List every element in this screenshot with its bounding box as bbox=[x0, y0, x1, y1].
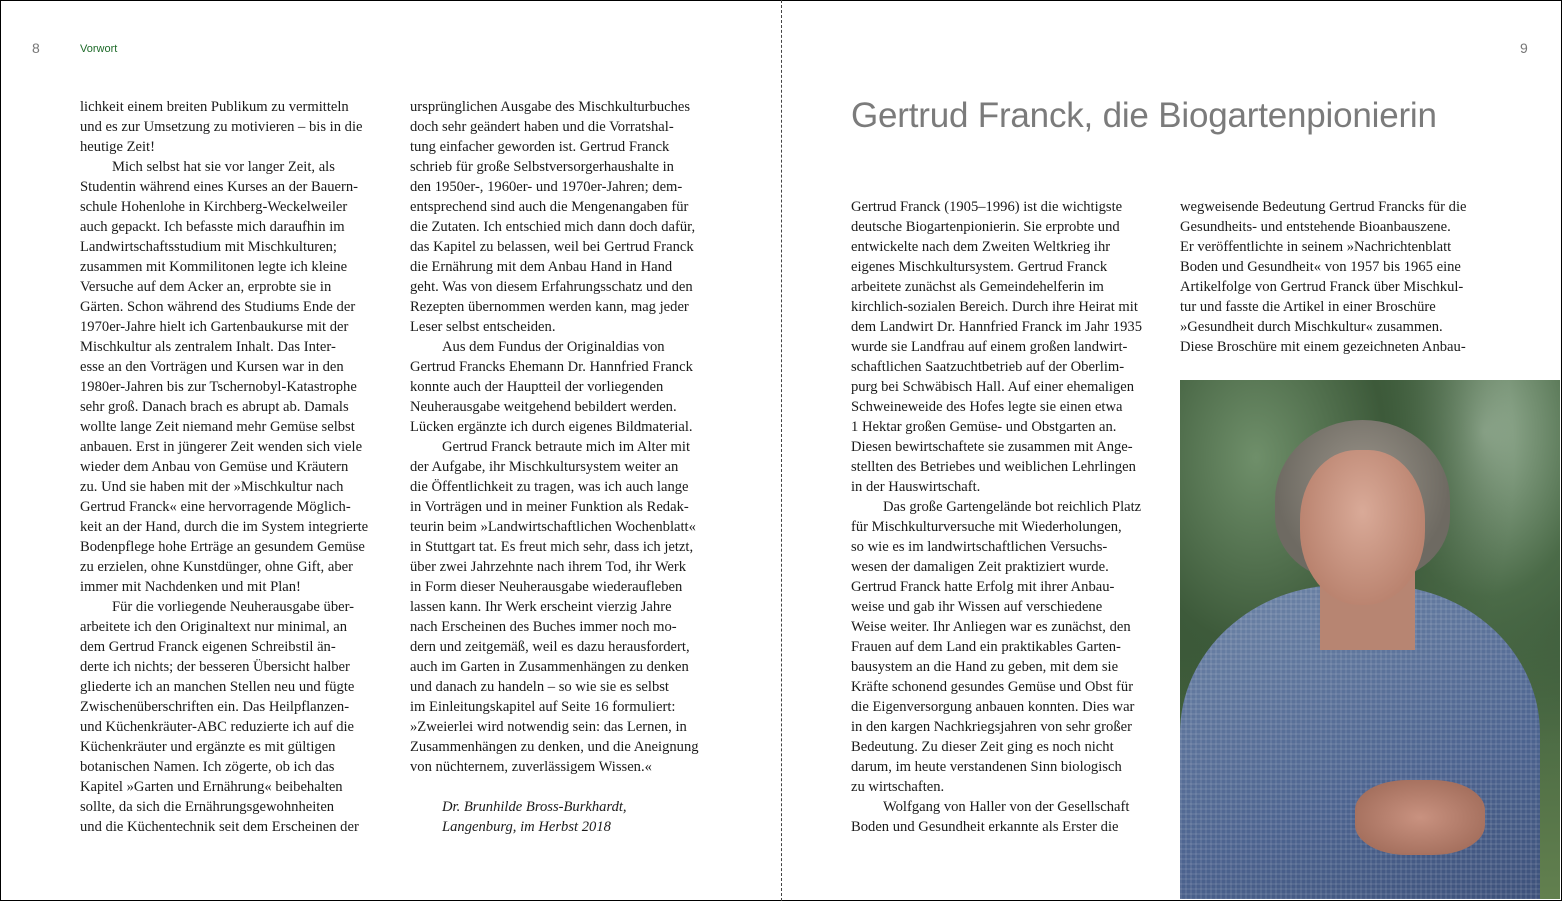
page-number-left: 8 bbox=[32, 40, 40, 56]
text-line: derte ich nichts; der besseren Übersicht halber bbox=[80, 659, 350, 675]
text-line: so wie es im landwirtschaftlichen Versuchs- bbox=[851, 539, 1108, 555]
text-line: Küchenkräuter und ergänzte es mit gültigen bbox=[80, 739, 336, 755]
text-line: Boden und Gesundheit erkannte als Erster die bbox=[851, 819, 1119, 835]
text-line: zu wirtschaften. bbox=[851, 779, 945, 795]
signature-line: Dr. Brunhilde Bross-Burkhardt, bbox=[442, 799, 627, 815]
text-column bbox=[851, 197, 1171, 837]
text-line: wieder dem Anbau von Gemüse und Kräutern bbox=[80, 459, 349, 475]
text-line: Diese Broschüre mit einem gezeichneten Anbau- bbox=[1180, 339, 1466, 355]
text-line: tung einfacher geworden ist. Gertrud Franck bbox=[410, 139, 670, 155]
text-line: wesen der damaligen Zeit praktiziert wurde. bbox=[851, 559, 1109, 575]
text-line: in Stuttgart tat. Es freut mich sehr, dass ich jetzt, bbox=[410, 539, 694, 555]
text-column bbox=[410, 97, 730, 777]
photo-hands bbox=[1355, 780, 1485, 855]
text-line: »Zweierlei wird notwendig sein: das Lernen, in bbox=[410, 719, 687, 735]
text-line: Leser selbst entscheiden. bbox=[410, 319, 556, 335]
text-line: und Küchenkräuter-ABC reduzierte ich auf die bbox=[80, 719, 355, 735]
text-line: arbeitete zunächst als Gemeindehelferin im bbox=[851, 279, 1104, 295]
text-line: kirchlich-sozialen Bereich. Durch ihre Heirat mit bbox=[851, 299, 1138, 315]
text-line: Neuherausgabe weitgehend bebildert werden. bbox=[410, 399, 677, 415]
text-column bbox=[80, 97, 400, 837]
text-line: Zwischenüberschriften ein. Das Heilpflanzen- bbox=[80, 699, 350, 715]
text-line: Gertrud Franck (1905–1996) ist die wichtigste bbox=[851, 199, 1123, 215]
text-line: schrieb für große Selbstversorgerhaushalte in bbox=[410, 159, 674, 175]
text-line: Bodenpflege hohe Erträge an gesundem Gemüse bbox=[80, 539, 365, 555]
text-line: nach Erscheinen des Buches immer noch mo- bbox=[410, 619, 677, 635]
text-line: doch sehr geändert haben und die Vorratshal- bbox=[410, 119, 674, 135]
text-line: entwickelte nach dem Zweiten Weltkrieg ihr bbox=[851, 239, 1111, 255]
text-line: zu. Und sie haben mit der »Mischkultur nach bbox=[80, 479, 344, 495]
text-line: gliederte ich an manchen Stellen neu und fügte bbox=[80, 679, 355, 695]
chapter-title: Gertrud Franck, die Biogartenpionierin bbox=[851, 96, 1437, 135]
text-line: Bedeutung. Zu dieser Zeit ging es noch nicht bbox=[851, 739, 1114, 755]
text-line: Er veröffentlichte in seinem »Nachrichtenblatt bbox=[1180, 239, 1452, 255]
text-line: heutige Zeit! bbox=[80, 139, 155, 155]
text-line: den 1950er-, 1960er- und 1970er-Jahren; dem- bbox=[410, 179, 683, 195]
text-line: 1980er-Jahren bis zur Tschernobyl-Katastrophe bbox=[80, 379, 357, 395]
text-line: im Einleitungskapitel auf Seite 16 formuliert: bbox=[410, 699, 676, 715]
portrait-photo bbox=[1180, 380, 1560, 899]
text-line: die Öffentlichkeit zu tragen, was ich auch lange bbox=[410, 479, 689, 495]
text-line: Gertrud Franck betraute mich im Alter mit bbox=[442, 439, 691, 455]
text-line: Mich selbst hat sie vor langer Zeit, als bbox=[112, 159, 335, 175]
text-line: schaftlichen Saatzuchtbetrieb auf der Oberlim- bbox=[851, 359, 1125, 375]
text-line: zu erzielen, ohne Kunstdünger, ohne Gift, aber bbox=[80, 559, 353, 575]
text-line: dem Gertrud Franck eigenen Schreibstil än- bbox=[80, 639, 336, 655]
text-line: von nüchternem, zuverlässigem Wissen.« bbox=[410, 759, 652, 775]
text-line: esse an den Vorträgen und Kursen war in den bbox=[80, 359, 344, 375]
text-line: zusammen mit Kommilitonen legte ich kleine bbox=[80, 259, 348, 275]
text-line: geht. Was von diesem Erfahrungsschatz und den bbox=[410, 279, 693, 295]
text-line: Versuche auf dem Acker an, erprobte sie in bbox=[80, 279, 332, 295]
text-line: darum, im heute verstandenen Sinn biologisch bbox=[851, 759, 1122, 775]
text-line: eigenes Mischkultursystem. Gertrud Franck bbox=[851, 259, 1108, 275]
text-line: lichkeit einem breiten Publikum zu vermitteln bbox=[80, 99, 349, 115]
running-head: Vorwort bbox=[80, 43, 118, 55]
text-line: dern und zeitgemäß, weil es dazu herausfordert, bbox=[410, 639, 690, 655]
text-line: die Ernährung mit dem Anbau Hand in Hand bbox=[410, 259, 673, 275]
text-line: »Gesundheit durch Mischkultur« zusammen. bbox=[1180, 319, 1443, 335]
text-line: teurin beim »Landwirtschaftlichen Wochenblatt« bbox=[410, 519, 696, 535]
text-line: und die Küchentechnik seit dem Erscheinen der bbox=[80, 819, 359, 835]
photo-face bbox=[1300, 450, 1425, 605]
text-line: Das große Gartengelände bot reichlich Platz bbox=[883, 499, 1142, 515]
text-line: für Mischkulturversuche mit Wiederholungen, bbox=[851, 519, 1122, 535]
text-line: botanischen Namen. Ich zögerte, ob ich das bbox=[80, 759, 335, 775]
text-line: die Zutaten. Ich entschied mich dann doch dafür, bbox=[410, 219, 696, 235]
text-line: in Vorträgen und in meiner Funktion als Redak- bbox=[410, 499, 689, 515]
text-line: stellten des Betriebes und weiblichen Lehrlingen bbox=[851, 459, 1136, 475]
text-line: auch im Garten in Zusammenhängen zu denken bbox=[410, 659, 689, 675]
text-line: Gesundheits- und entstehende Bioanbauszene. bbox=[1180, 219, 1451, 235]
text-line: Diesen bewirtschaftete sie zusammen mit Ange- bbox=[851, 439, 1133, 455]
text-line: in den kargen Nachkriegsjahren von sehr großer bbox=[851, 719, 1132, 735]
text-line: arbeitete ich den Originaltext nur minimal, an bbox=[80, 619, 348, 635]
text-line: die Eigenversorgung anbauen konnten. Dies war bbox=[851, 699, 1135, 715]
text-line: deutsche Biogartenpionierin. Sie erprobte und bbox=[851, 219, 1120, 235]
text-line: entsprechend sind auch die Mengenangaben für bbox=[410, 199, 689, 215]
text-line: Gertrud Franck hatte Erfolg mit ihrer Anbau- bbox=[851, 579, 1115, 595]
text-line: und danach zu handeln – so wie sie es selbst bbox=[410, 679, 669, 695]
text-line: Mischkultur als zentralem Inhalt. Das Inter- bbox=[80, 339, 336, 355]
text-line: Studentin während eines Kurses an der Bauern- bbox=[80, 179, 359, 195]
text-column bbox=[1180, 197, 1500, 357]
signature-line: Langenburg, im Herbst 2018 bbox=[442, 819, 611, 835]
text-line: Landwirtschaftsstudium mit Mischkulturen; bbox=[80, 239, 337, 255]
text-line: wurde sie Landfrau auf einem großen landwirt- bbox=[851, 339, 1128, 355]
text-line: in Form dieser Neuherausgabe wiederaufleben bbox=[410, 579, 683, 595]
text-line: keit an der Hand, durch die im System integrierte bbox=[80, 519, 369, 535]
text-line: ursprünglichen Ausgabe des Mischkulturbuches bbox=[410, 99, 691, 115]
text-line: der Aufgabe, ihr Mischkultursystem weiter an bbox=[410, 459, 679, 475]
text-line: konnte auch der Hauptteil der vorliegenden bbox=[410, 379, 664, 395]
text-line: lassen kann. Ihr Werk erscheint vierzig Jahre bbox=[410, 599, 672, 615]
text-line: purg bei Schwäbisch Hall. Auf einer ehemaligen bbox=[851, 379, 1135, 395]
text-line: und es zur Umsetzung zu motivieren – bis in die bbox=[80, 119, 363, 135]
text-line: immer mit Nachdenken und mit Plan! bbox=[80, 579, 301, 595]
text-line: Für die vorliegende Neuherausgabe über- bbox=[112, 599, 355, 615]
text-line: tur und fasste die Artikel in einer Broschüre bbox=[1180, 299, 1436, 315]
text-line: Kapitel »Garten und Ernährung« beibehalten bbox=[80, 779, 343, 795]
text-line: in der Hauswirtschaft. bbox=[851, 479, 981, 495]
text-line: Artikelfolge von Gertrud Franck über Mischkul- bbox=[1180, 279, 1464, 295]
text-line: weise und gab ihr Wissen auf verschiedene bbox=[851, 599, 1103, 615]
text-line: das Kapitel zu belassen, weil bei Gertrud Franck bbox=[410, 239, 694, 255]
text-line: auch gepackt. Ich befasste mich daraufhin im bbox=[80, 219, 345, 235]
text-line: wegweisende Bedeutung Gertrud Francks für die bbox=[1180, 199, 1467, 215]
text-line: Lücken ergänzte ich durch eigenes Bildmaterial. bbox=[410, 419, 693, 435]
spine-fold-line bbox=[781, 0, 782, 901]
signature bbox=[410, 797, 730, 837]
text-line: Wolfgang von Haller von der Gesellschaft bbox=[883, 799, 1130, 815]
page-number-right: 9 bbox=[1520, 40, 1528, 56]
text-line: Gärten. Schon während des Studiums Ende der bbox=[80, 299, 356, 315]
text-line: Gertrud Franck« eine hervorragende Möglich- bbox=[80, 499, 351, 515]
text-line: Aus dem Fundus der Originaldias von bbox=[442, 339, 665, 355]
text-line: über zwei Jahrzehnte nach ihrem Tod, ihr Werk bbox=[410, 559, 687, 575]
text-line: Frauen auf dem Land ein praktikables Garten- bbox=[851, 639, 1121, 655]
text-line: wollte lange Zeit niemand mehr Gemüse selbst bbox=[80, 419, 355, 435]
text-line: Zusammenhängen zu denken, und die Aneignung bbox=[410, 739, 699, 755]
text-line: Kräfte schonend gesundes Gemüse und Obst für bbox=[851, 679, 1134, 695]
text-line: anbauen. Erst in jüngerer Zeit wenden sich viele bbox=[80, 439, 363, 455]
text-line: Boden und Gesundheit« von 1957 bis 1965 eine bbox=[1180, 259, 1461, 275]
text-line: 1970er-Jahre hielt ich Gartenbaukurse mit der bbox=[80, 319, 349, 335]
text-line: sehr groß. Danach brach es abrupt ab. Damals bbox=[80, 399, 349, 415]
text-line: Schweineweide des Hofes legte sie einen etwa bbox=[851, 399, 1123, 415]
text-line: Rezepten übernommen werden kann, mag jeder bbox=[410, 299, 689, 315]
text-line: sollte, da sich die Ernährungsgewohnheiten bbox=[80, 799, 335, 815]
text-line: schule Hohenlohe in Kirchberg-Weckelweiler bbox=[80, 199, 348, 215]
text-line: 1 Hektar großen Gemüse- und Obstgarten an. bbox=[851, 419, 1117, 435]
text-line: dem Landwirt Dr. Hannfried Franck im Jahr 1935 bbox=[851, 319, 1142, 335]
text-line: bausystem an die Hand zu geben, mit dem sie bbox=[851, 659, 1119, 675]
text-line: Weise weiter. Ihr Anliegen war es zunächst, den bbox=[851, 619, 1131, 635]
text-line: Gertrud Francks Ehemann Dr. Hannfried Franck bbox=[410, 359, 693, 375]
